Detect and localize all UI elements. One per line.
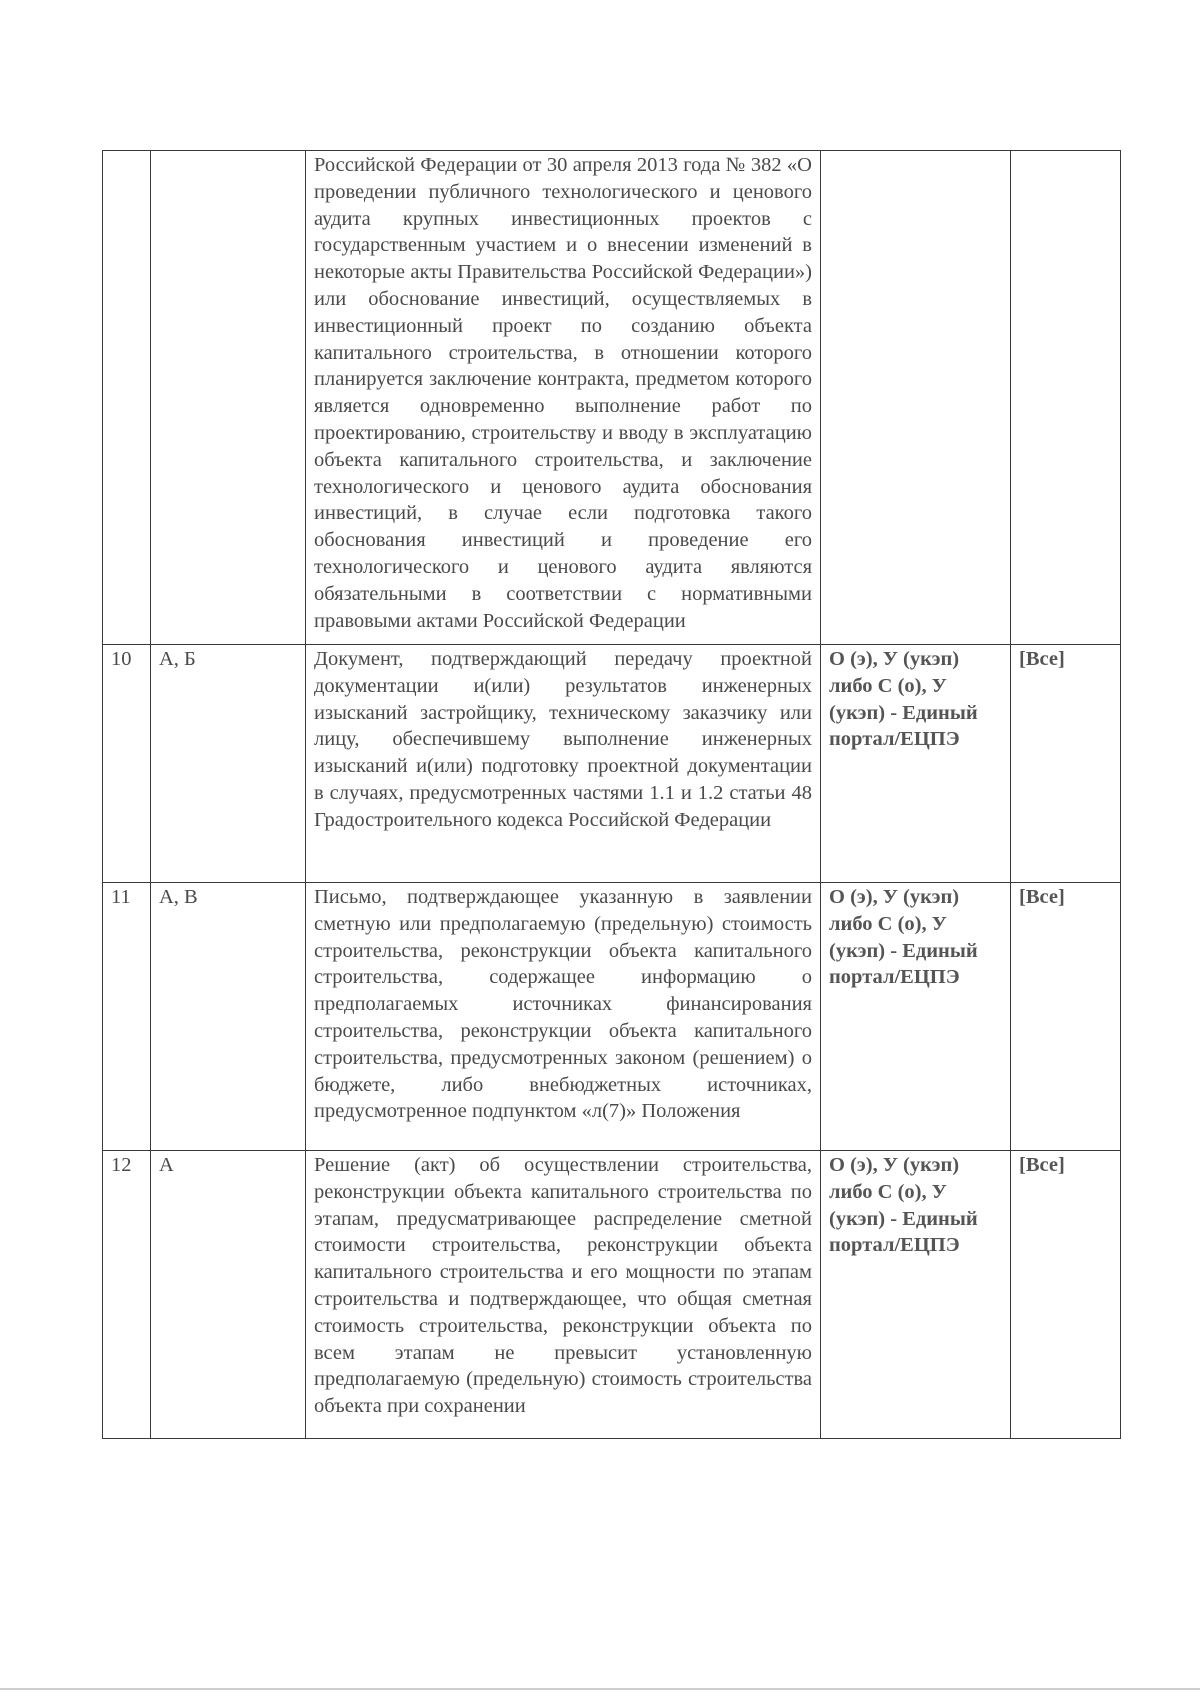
page-bottom-edge xyxy=(0,1688,1200,1690)
requirements-table xyxy=(102,150,1121,1439)
row-group: А, Б xyxy=(151,645,306,883)
applicability-tag: [Все] xyxy=(1011,883,1121,1151)
row-number: 10 xyxy=(103,645,151,883)
submission-requirement xyxy=(821,151,1011,645)
submission-requirement: О (э), У (укэп) либо С (о), У (укэп) - Единый портал/ЕЦПЭ xyxy=(821,883,1011,1151)
table-row xyxy=(103,883,1121,1151)
row-number xyxy=(103,151,151,645)
row-group: А xyxy=(151,1151,306,1439)
table-row xyxy=(103,151,1121,645)
document-description: Российской Федерации от 30 апреля 2013 года № 382 «О проведении публичного технологического и ценового аудита крупных инвестиционных проектов с государственным участием и о внесении изменений в некоторые акты Правительства Российской Федерации») или обоснование инвестиций, осуществляемых в инвестиционный проект по созданию объекта капитального строительства, в отношении которого планируется заключение контракта, предметом которого является одновременно выполнение работ по проектированию, строительству и вводу в эксплуатацию объекта капитального строительства, и заключение технологического и ценового аудита обоснования инвестиций, в случае если подготовка такого обоснования инвестиций и проведение его технологического и ценового аудита являются обязательными в соответствии с нормативными правовыми актами Российской Федерации xyxy=(306,151,821,645)
submission-requirement: О (э), У (укэп) либо С (о), У (укэп) - Единый портал/ЕЦПЭ xyxy=(821,1151,1011,1439)
row-group: А, В xyxy=(151,883,306,1151)
applicability-tag xyxy=(1011,151,1121,645)
document-description: Письмо, подтверждающее указанную в заявлении сметную или предполагаемую (предельную) стоимость строительства, реконструкции объекта капитального строительства, содержащее информацию о предполагаемых источниках финансирования строительства, реконструкции объекта капитального строительства, предусмотренных законом (решением) о бюджете, либо внебюджетных источниках, предусмотренное подпунктом «л(7)» Положения xyxy=(306,883,821,1151)
applicability-tag: [Все] xyxy=(1011,1151,1121,1439)
submission-requirement: О (э), У (укэп) либо С (о), У (укэп) - Единый портал/ЕЦПЭ xyxy=(821,645,1011,883)
row-number: 11 xyxy=(103,883,151,1151)
table-row xyxy=(103,1151,1121,1439)
row-number: 12 xyxy=(103,1151,151,1439)
row-group xyxy=(151,151,306,645)
document-description: Документ, подтверждающий передачу проектной документации и(или) результатов инженерных изысканий застройщику, техническому заказчику или лицу, обеспечившему выполнение инженерных изысканий и(или) подготовку проектной документации в случаях, предусмотренных частями 1.1 и 1.2 статьи 48 Градостроительного кодекса Российской Федерации xyxy=(306,645,821,883)
table-row xyxy=(103,645,1121,883)
document-description: Решение (акт) об осуществлении строительства, реконструкции объекта капитального строительства по этапам, предусматривающее распределение сметной стоимости строительства, реконструкции объекта капитального строительства и его мощности по этапам строительства и подтверждающее, что общая сметная стоимость строительства, реконструкции объекта по всем этапам не превысит установленную предполагаемую (предельную) стоимость строительства объекта при сохранении xyxy=(306,1151,821,1439)
applicability-tag: [Все] xyxy=(1011,645,1121,883)
